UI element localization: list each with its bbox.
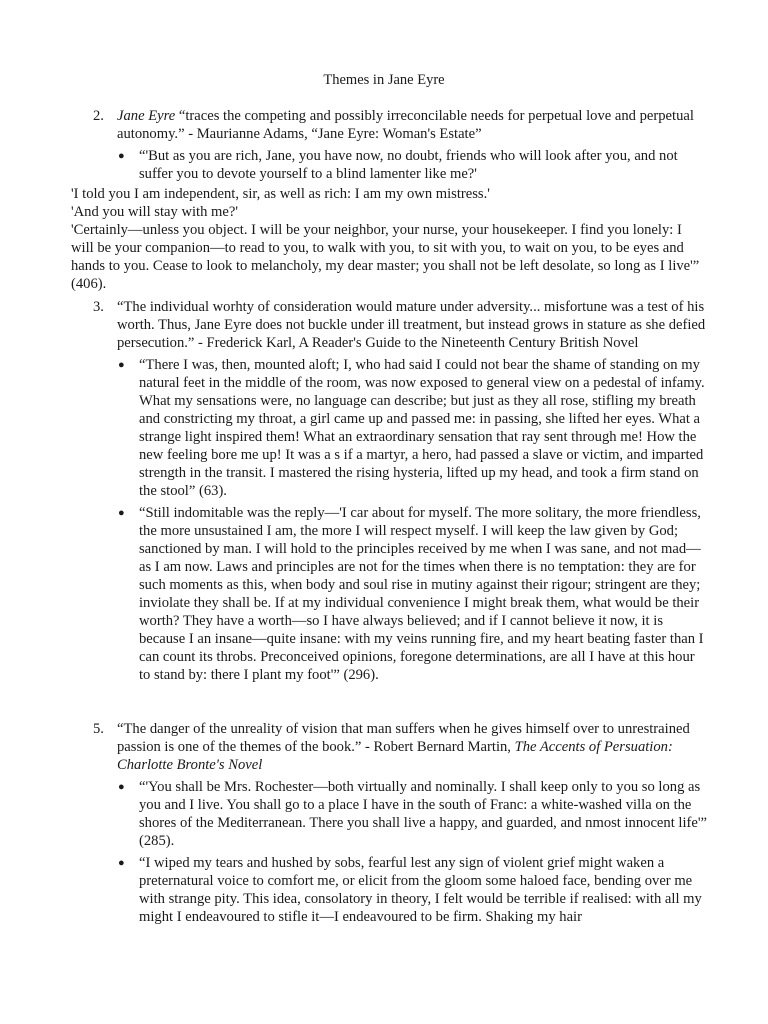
bullet-icon: ● [118, 781, 125, 793]
quote-text: “There I was, then, mounted aloft; I, who had said I could not bear the shame of standing on my natural feet in the middle of the room, was now exposed to general view on a pedestal of infamy. What my sensations were, no language can describe; but just as they all rose, stifling my breath and constricting my throat, a girl came up and passed me: in passing, she lifted her eyes. What a strange light inspired them! What an extraordinary sensation that ray sent through me! How the new feeling bore me up! It was a s if a martyr, a hero, had passed a slave or victim, and imparted strength in the transit. I mastered the rising hysteria, lifted up my head, and took a firm stand on the stool” (63). [139, 357, 705, 499]
item-intro-text: “traces the competing and possibly irreconcilable needs for perpetual love and perpetual autonomy.” - Maurianne Adams, “Jane Eyre: Woman's Estate” [117, 108, 694, 142]
quote-list [73, 356, 708, 684]
quote-bullet [118, 147, 708, 183]
quote-bullet [118, 504, 708, 684]
quote-text: “'You shall be Mrs. Rochester—both virtually and nominally. I shall keep only to you so long as you and I live. You shall go to a place I have in the south of Franc: a white-washed villa on the shores of the Mediterranean. There you shall live a happy, and guarded, and nmost innocent life'” (285). [139, 779, 707, 849]
item-intro-title: The Accents of Persuation: Charlotte Bronte's Novel [117, 739, 673, 773]
document-title: Themes in Jane Eyre [323, 72, 445, 88]
quote-list [73, 778, 708, 926]
dialog-line: 'Certainly—unless you object. I will be your neighbor, your nurse, your housekeeper. I find you lonely: I will be your companion—to read to you, to walk with you, to sit with you, to wait on you, to be eyes and hands to you. Cease to look to melancholy, my dear master; you shall not be left desolate, so long as I live'” (406). [71, 222, 700, 292]
item-number: 5. [93, 721, 104, 737]
bullet-icon: ● [118, 150, 125, 162]
item-intro-title: Jane Eyre [117, 108, 176, 124]
dialog-line: 'And you will stay with me?' [71, 204, 238, 220]
bullet-icon: ● [118, 857, 125, 869]
item-intro [117, 720, 708, 774]
quote-text: “I wiped my tears and hushed by sobs, fearful lest any sign of violent grief might waken a preternatural voice to comfort me, or elicit from the gloom some haloed face, bending over me with strange pity. This idea, consolatory in theory, I felt would be terrible if realised: with all my might I endeavoured to stifle it—I endeavoured to be firm. Shaking my hair [139, 855, 702, 925]
quote-text: “Still indomitable was the reply—'I car about for myself. The more solitary, the more friendless, the more unsustained I am, the more I will respect myself. I will keep the law given by God; sanctioned by man. I will hold to the principles received by me when I was sane, and not mad—as I am now. Laws and principles are not for the times when there is no temptation: they are for such moments as this, when body and soul rise in mutiny against their rigour; stringent are they; inviolate they shall be. If at my individual convenience I might break them, what would be their worth? They have a worth—so I have always believed; and if I cannot believe it now, it is because I an insane—quite insane: with my veins running fire, and my heart beating faster than I can count its throbs. Preconceived opinions, foregone determinations, are all I have at this hour to stand by: there I plant my foot'” (296). [139, 505, 704, 683]
theme-item-2 [73, 107, 708, 293]
bullet-icon: ● [118, 507, 125, 519]
theme-item-3 [73, 298, 708, 688]
item-intro [117, 107, 708, 143]
bullet-icon: ● [118, 359, 125, 371]
quote-list [73, 147, 708, 183]
quote-bullet [118, 356, 708, 500]
item-number: 2. [93, 108, 104, 124]
quote-text: “'But as you are rich, Jane, you have now, no doubt, friends who will look after you, and not suffer you to devote yourself to a blind lamenter like me?' [139, 148, 678, 182]
item-intro-text: “The danger of the unreality of vision that man suffers when he gives himself over to unrestrained passion is one of the themes of the book.” - Robert Bernard Martin, [117, 721, 690, 755]
dialog-line: 'I told you I am independent, sir, as well as rich: I am my own mistress.' [71, 186, 490, 202]
quote-bullet [118, 854, 708, 926]
item-number: 3. [93, 299, 104, 315]
quote-bullet [118, 778, 708, 850]
theme-item-5 [73, 720, 708, 930]
dialog-block [71, 185, 708, 293]
item-intro: “The individual worhty of consideration would mature under adversity... misfortune was a test of his worth. Thus, Jane Eyre does not buckle under ill treatment, but instead grows in stature as she defied persecution.” - Frederick Karl, A Reader's Guide to the Nineteenth Century British Novel [117, 299, 706, 351]
